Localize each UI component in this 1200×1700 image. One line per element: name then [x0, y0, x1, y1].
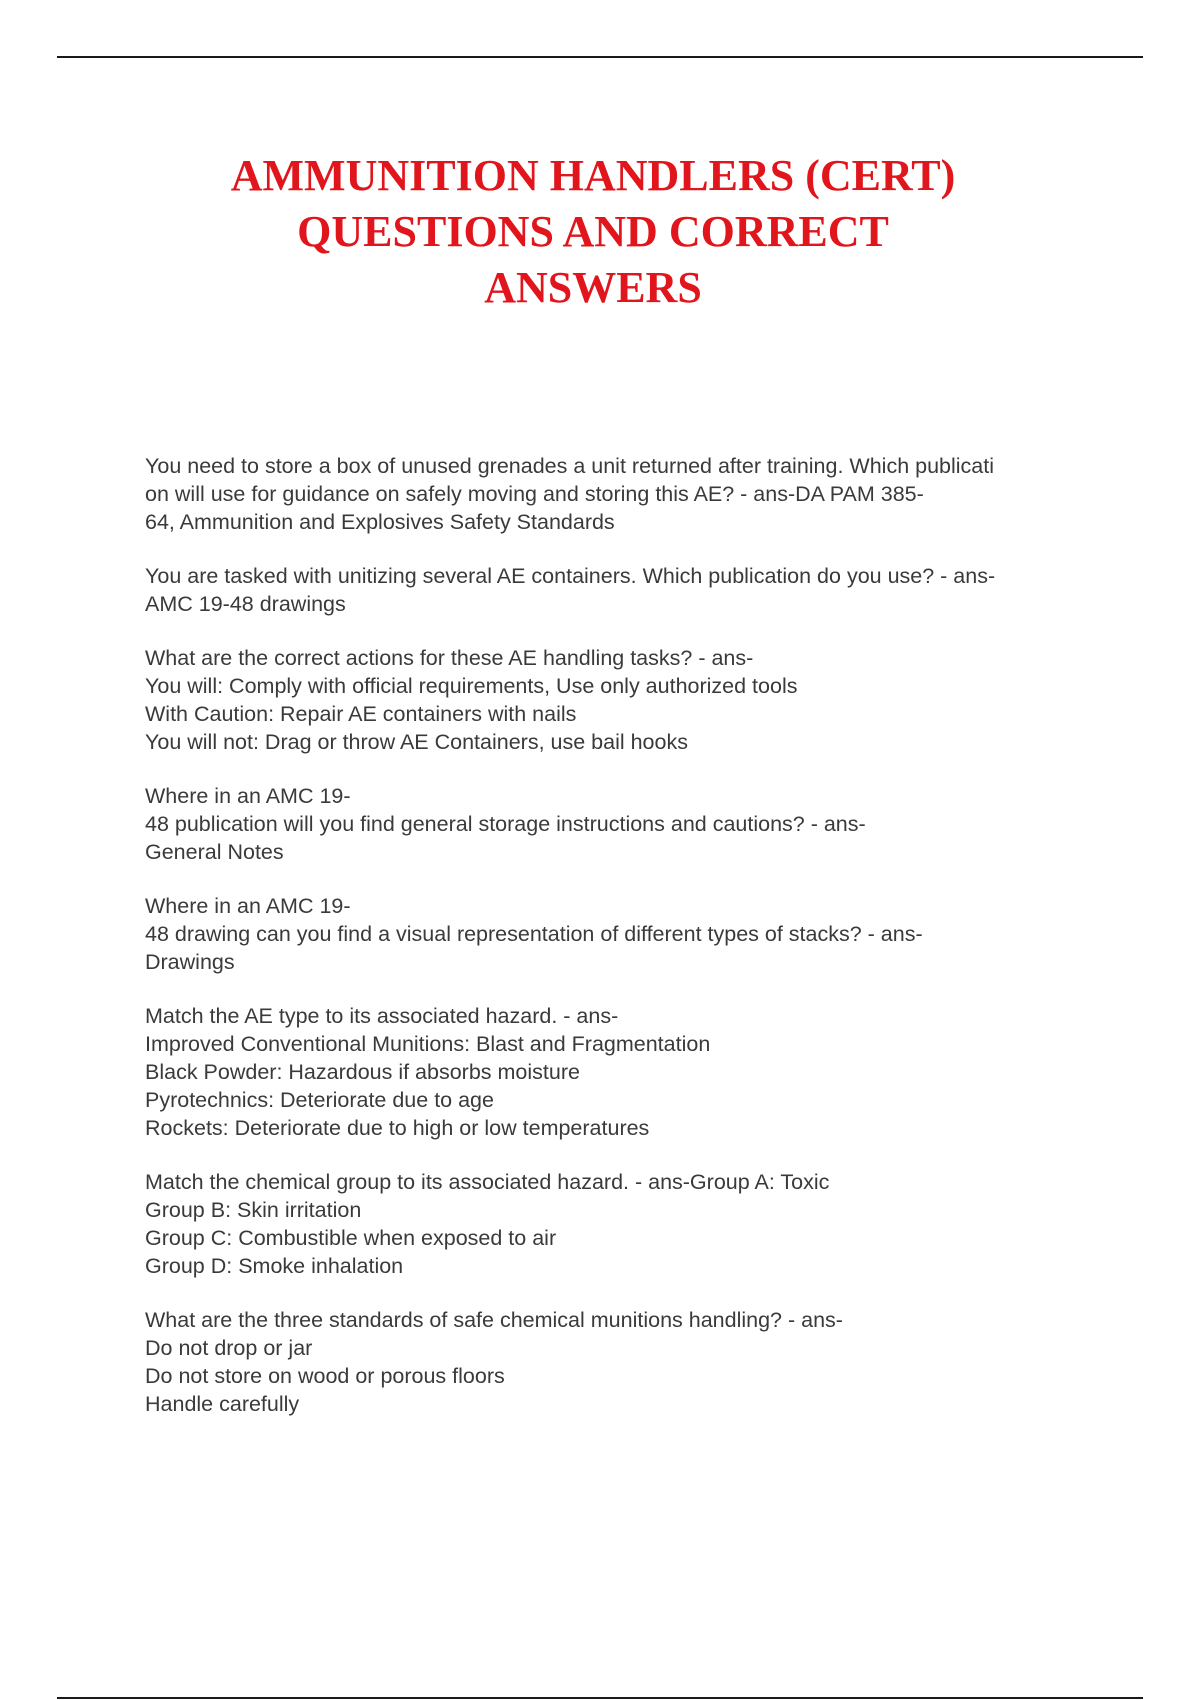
top-rule — [57, 56, 1143, 58]
qa-text-line: Group D: Smoke inhalation — [145, 1254, 404, 1278]
qa-text-line: With Caution: Repair AE containers with nails — [145, 702, 577, 726]
qa-text-line: What are the correct actions for these AE handling tasks? - ans- — [145, 646, 754, 670]
qa-item — [145, 1168, 1095, 1280]
qa-text-line: Where in an AMC 19- — [145, 784, 351, 808]
qa-text-line: on will use for guidance on safely moving and storing this AE? - ans-DA PAM 385- — [145, 482, 924, 506]
qa-text-line: Where in an AMC 19- — [145, 894, 351, 918]
qa-item — [145, 452, 1095, 536]
qa-item — [145, 1306, 1095, 1418]
document-title — [150, 148, 1036, 316]
qa-text-line: Do not store on wood or porous floors — [145, 1364, 505, 1388]
qa-text-line: Black Powder: Hazardous if absorbs moisture — [145, 1060, 580, 1084]
qa-item — [145, 1002, 1095, 1142]
qa-item — [145, 892, 1095, 976]
qa-item — [145, 782, 1095, 866]
qa-text-line: What are the three standards of safe chemical munitions handling? - ans- — [145, 1308, 843, 1332]
qa-text-line: AMC 19-48 drawings — [145, 592, 346, 616]
qa-text-line: Rockets: Deteriorate due to high or low temperatures — [145, 1116, 650, 1140]
bottom-rule — [57, 1697, 1143, 1699]
qa-text-line: 48 drawing can you find a visual representation of different types of stacks? - ans- — [145, 922, 923, 946]
qa-item — [145, 644, 1095, 756]
title-line: ANSWERS — [484, 263, 702, 312]
qa-text-line: You are tasked with unitizing several AE containers. Which publication do you use? - ans- — [145, 564, 996, 588]
qa-text-line: Drawings — [145, 950, 235, 974]
qa-text-line: Pyrotechnics: Deteriorate due to age — [145, 1088, 494, 1112]
qa-text-line: You need to store a box of unused grenades a unit returned after training. Which publicati — [145, 454, 995, 478]
qa-text-line: You will not: Drag or throw AE Containers, use bail hooks — [145, 730, 688, 754]
qa-text-line: 48 publication will you find general storage instructions and cautions? - ans- — [145, 812, 866, 836]
qa-text-line: 64, Ammunition and Explosives Safety Standards — [145, 510, 615, 534]
title-line: QUESTIONS AND CORRECT — [297, 207, 889, 256]
qa-list — [145, 452, 1095, 1444]
qa-text-line: You will: Comply with official requirements, Use only authorized tools — [145, 674, 798, 698]
qa-text-line: Match the AE type to its associated hazard. - ans- — [145, 1004, 619, 1028]
qa-text-line: Handle carefully — [145, 1392, 300, 1416]
qa-text-line: Group C: Combustible when exposed to air — [145, 1226, 557, 1250]
qa-text-line: Group B: Skin irritation — [145, 1198, 362, 1222]
qa-item — [145, 562, 1095, 618]
qa-text-line: Do not drop or jar — [145, 1336, 313, 1360]
qa-text-line: General Notes — [145, 840, 284, 864]
qa-text-line: Match the chemical group to its associated hazard. - ans-Group A: Toxic — [145, 1170, 830, 1194]
qa-text-line: Improved Conventional Munitions: Blast and Fragmentation — [145, 1032, 711, 1056]
title-line: AMMUNITION HANDLERS (CERT) — [230, 151, 956, 200]
